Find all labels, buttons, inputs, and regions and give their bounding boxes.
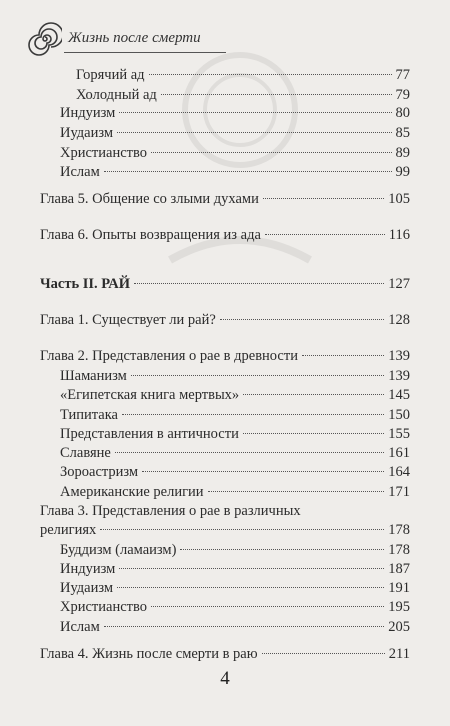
dot-leader: [117, 132, 391, 133]
toc-entry-page: 211: [388, 646, 410, 662]
toc-entry-page: 155: [388, 426, 410, 442]
toc-entry-title: Глава 3. Представления о рае в различных: [40, 503, 301, 519]
toc-entry: [40, 424, 410, 444]
toc-entry: [40, 385, 410, 405]
dot-leader: [119, 568, 384, 569]
toc-entry-title: Горячий ад: [76, 67, 145, 83]
dot-leader: [142, 471, 384, 472]
toc-entry: [40, 225, 410, 245]
toc-entry-page: 99: [395, 164, 410, 180]
toc-entry-title: Славяне: [60, 445, 111, 461]
toc-entry-title: Глава 1. Существует ли рай?: [40, 312, 216, 328]
toc-entry: [40, 644, 410, 664]
toc-entry-page: 145: [388, 387, 410, 403]
toc-entry: [40, 85, 410, 105]
dot-leader: [100, 529, 384, 530]
toc-entry-title: религиях: [40, 522, 97, 538]
toc-entry-page: 195: [388, 599, 410, 615]
toc-entry: [40, 274, 410, 294]
dot-leader: [115, 452, 384, 453]
dot-leader: [263, 198, 384, 199]
dot-leader: [220, 319, 384, 320]
dot-leader: [149, 74, 392, 75]
toc-entry-title: Часть II. РАЙ: [40, 276, 131, 292]
toc-entry-page: 161: [388, 445, 410, 461]
toc-entry: [40, 443, 410, 463]
toc-entry: [40, 189, 410, 209]
dot-leader: [134, 283, 384, 284]
running-header: [28, 22, 428, 62]
dot-leader: [161, 94, 392, 95]
toc-entry-page: 150: [388, 407, 410, 423]
toc-entry-page: 128: [388, 312, 410, 328]
dot-leader: [122, 414, 384, 415]
dot-leader: [104, 626, 384, 627]
toc-entry-title: Иудаизм: [60, 125, 114, 141]
spiral-logo-icon: [28, 22, 62, 56]
dot-leader: [208, 491, 385, 492]
toc-entry: [40, 162, 410, 182]
toc-entry-title: Холодный ад: [76, 87, 157, 103]
toc-entry-page: 178: [388, 542, 410, 558]
toc-entry-page: 127: [388, 276, 410, 292]
toc-entry-title: Глава 2. Представления о рае в древности: [40, 348, 298, 364]
toc-entry-title: Христианство: [60, 599, 147, 615]
toc-entry-page: 79: [395, 87, 410, 103]
dot-leader: [262, 653, 385, 654]
dot-leader: [265, 234, 385, 235]
toc-entry: [40, 501, 410, 521]
header-rule: [64, 52, 226, 53]
toc-entry-title: Индуизм: [60, 105, 116, 121]
toc-entry: [40, 366, 410, 386]
toc-entry-page: 77: [395, 67, 410, 83]
toc-entry: [40, 103, 410, 123]
toc-entry-title: Типитака: [60, 407, 118, 423]
dot-leader: [151, 152, 392, 153]
toc-entry-page: 187: [388, 561, 410, 577]
toc-entry-page: 105: [388, 191, 410, 207]
toc-entry: [40, 346, 410, 366]
toc-entry-title: Ислам: [60, 619, 100, 635]
toc-entry-page: 80: [395, 105, 410, 121]
toc-entry: [40, 405, 410, 425]
toc-entry-title: Глава 5. Общение со злыми духами: [40, 191, 259, 207]
toc-entry-title: Шаманизм: [60, 368, 127, 384]
toc-entry: [40, 617, 410, 637]
toc-entry: [40, 540, 410, 560]
toc-entry-page: 171: [388, 484, 410, 500]
toc-entry: [40, 143, 410, 163]
toc-entry-title: Глава 4. Жизнь после смерти в раю: [40, 646, 258, 662]
toc-entry-title: «Египетская книга мертвых»: [60, 387, 240, 403]
toc-entry-page: 116: [388, 227, 410, 243]
toc-entry-page: 139: [388, 368, 410, 384]
toc-entry-page: 191: [388, 580, 410, 596]
toc-entry-page: 85: [395, 125, 410, 141]
dot-leader: [302, 355, 384, 356]
dot-leader: [117, 587, 384, 588]
toc-entry-title: Глава 6. Опыты возвращения из ада: [40, 227, 261, 243]
toc-entry: [40, 65, 410, 85]
dot-leader: [119, 112, 391, 113]
toc-entry-page: 164: [388, 464, 410, 480]
dot-leader: [131, 375, 384, 376]
toc-entry: [40, 597, 410, 617]
toc-entry: [40, 482, 410, 502]
toc-entry-page: 178: [388, 522, 410, 538]
toc-entry-title: Христианство: [60, 145, 147, 161]
toc-entry: [40, 520, 410, 540]
toc-entry: [40, 578, 410, 598]
toc-entry-title: Американские религии: [60, 484, 204, 500]
dot-leader: [243, 433, 384, 434]
toc-entry-title: Иудаизм: [60, 580, 114, 596]
toc-entry: [40, 559, 410, 579]
dot-leader: [151, 606, 384, 607]
toc-entry: [40, 462, 410, 482]
toc-entry-page: 139: [388, 348, 410, 364]
toc-entry-title: Представления в античности: [60, 426, 239, 442]
dot-leader: [104, 171, 392, 172]
toc-entry-title: Ислам: [60, 164, 100, 180]
toc-entry-page: 205: [388, 619, 410, 635]
toc-entry: [40, 310, 410, 330]
toc-entry-title: Зороастризм: [60, 464, 139, 480]
toc-entry-title: Индуизм: [60, 561, 116, 577]
page-number: 4: [220, 668, 230, 689]
dot-leader: [243, 394, 384, 395]
toc-entry: [40, 123, 410, 143]
toc-entry-title: Буддизм (ламаизм): [60, 542, 177, 558]
toc-entry-page: 89: [395, 145, 410, 161]
dot-leader: [180, 549, 384, 550]
book-title: Жизнь после смерти: [68, 30, 201, 46]
